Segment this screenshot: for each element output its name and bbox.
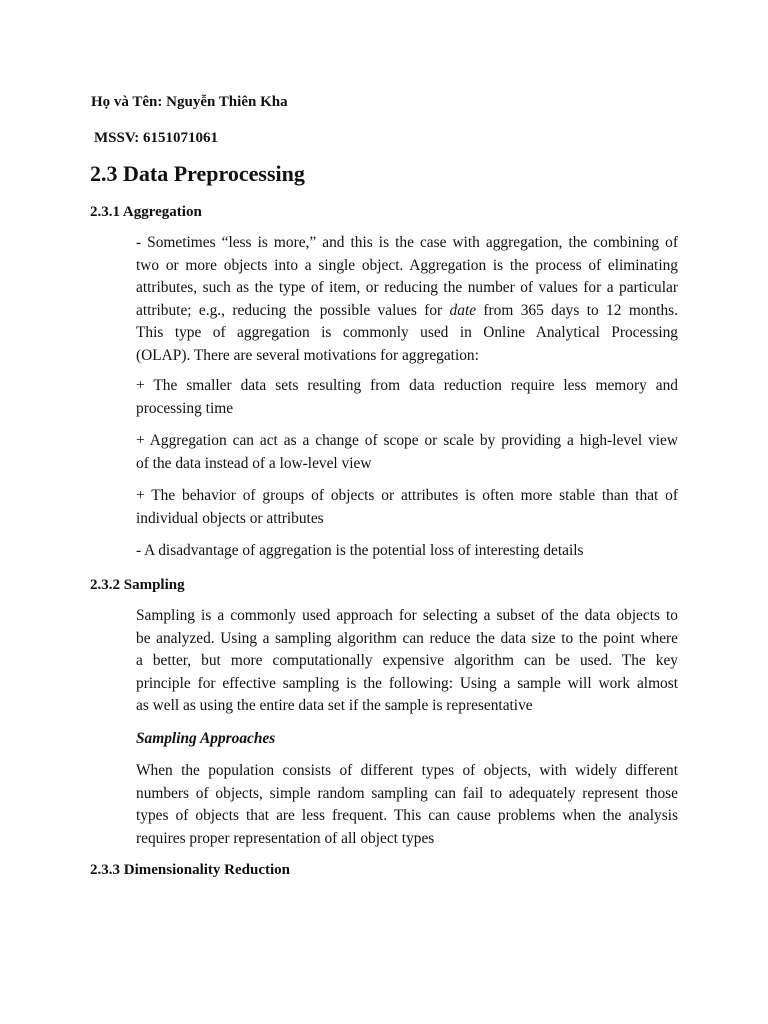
aggregation-bullet-2 (136, 430, 678, 475)
text-line: two or more objects into a single object. Aggregation is the process of eliminating (136, 256, 678, 274)
text-line: be analyzed. Using a sampling algorithm can reduce the data size to the point where (136, 629, 678, 647)
aggregation-intro-paragraph (136, 232, 678, 367)
aggregation-disadvantage (136, 540, 678, 563)
text-line: types of objects that are less frequent. This can cause problems when the analysis (136, 807, 678, 824)
student-name: Họ và Tên: Nguyễn Thiên Kha (91, 94, 288, 110)
text-line: attributes, such as the type of item, or reducing the number of values for a particular (136, 279, 678, 296)
text-line: + Aggregation can act as a change of scope or scale by providing a high-level view (136, 432, 678, 449)
section-title: 2.3 Data Preprocessing (90, 161, 305, 186)
text-line: principle for effective sampling is the following: Using a sample will work almost (136, 674, 678, 692)
aggregation-bullet-3 (136, 485, 678, 530)
aggregation-bullet-1 (136, 375, 678, 420)
sampling-approaches-paragraph (136, 760, 678, 850)
text-line: + The smaller data sets resulting from data reduction require less memory and (136, 377, 678, 394)
text-fragment: from 365 days to 12 months. (476, 301, 678, 319)
emphasis-date: date (449, 301, 477, 319)
sampling-heading: 2.3.2 Sampling (90, 577, 185, 593)
text-line: numbers of objects, simple random sampling can fail to adequately represent those (136, 784, 678, 802)
text-line: Sampling is a commonly used approach for selecting a subset of the data objects to (136, 607, 678, 624)
text-line: as well as using the entire data set if the sample is representative (136, 697, 533, 714)
text-line: requires proper representation of all object types (136, 829, 435, 847)
text-line: + The behavior of groups of objects or attributes is often more stable than that of (136, 487, 678, 504)
text-line: When the population consists of different types of objects, with widely different (136, 762, 678, 779)
dimensionality-reduction-heading: 2.3.3 Dimensionality Reduction (90, 862, 291, 878)
aggregation-heading: 2.3.1 Aggregation (90, 204, 202, 220)
text-line (136, 300, 678, 323)
text-line: - A disadvantage of aggregation is the potential loss of interesting details (136, 542, 584, 559)
text-line: processing time (136, 399, 234, 417)
text-line: a better, but more computationally expensive algorithm can be used. The key (136, 652, 678, 669)
text-line: individual objects or attributes (136, 509, 324, 527)
student-id: MSSV: 6151071061 (94, 130, 219, 146)
text-fragment: attribute; e.g., reducing the possible values for (136, 301, 450, 319)
sampling-paragraph (136, 605, 678, 718)
text-line: (OLAP). There are several motivations for aggregation: (136, 346, 479, 364)
text-line: - Sometimes “less is more,” and this is the case with aggregation, the combining of (136, 234, 678, 251)
text-line: of the data instead of a low-level view (136, 454, 372, 472)
sampling-approaches-subheading: Sampling Approaches (136, 730, 276, 747)
text-line: This type of aggregation is commonly used in Online Analytical Processing (136, 324, 678, 341)
